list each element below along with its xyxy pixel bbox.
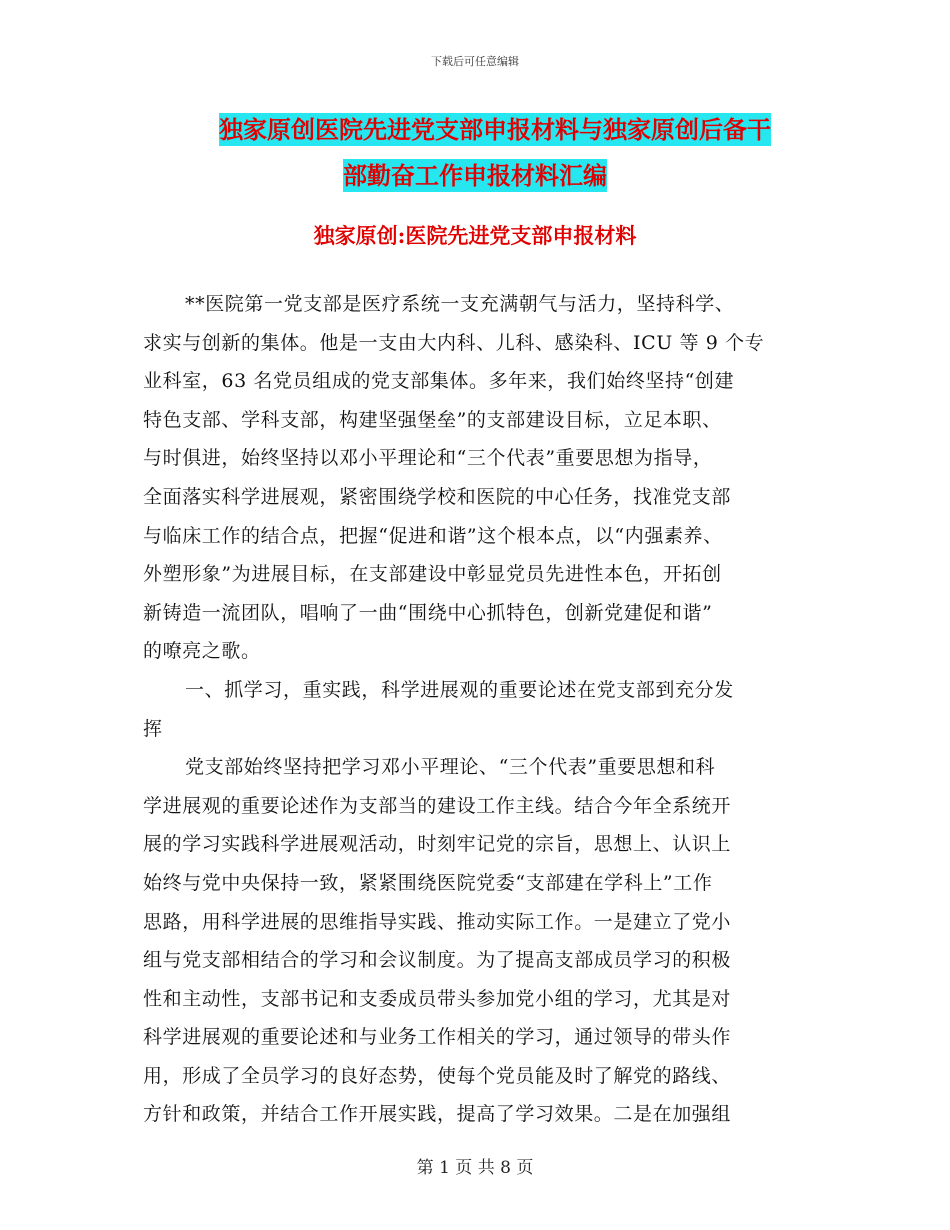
body-line: 始终与党中央保持一致，紧紧围绕医院党委“支部建在学科上”工作 bbox=[143, 871, 713, 894]
document-title-line-2: 部勤奋工作申报材料汇编 bbox=[343, 161, 607, 190]
document-body bbox=[143, 285, 811, 1134]
body-line: 思路，用科学进展的思维指导实践、推动实际工作。一是建立了党小 bbox=[143, 910, 732, 933]
body-line: 性和主动性，支部书记和支委成员带头参加党小组的学习，尤其是对 bbox=[143, 987, 732, 1010]
body-line: 组与党支部相结合的学习和会议制度。为了提高支部成员学习的积极 bbox=[143, 949, 732, 972]
body-line: **医院第一党支部是医疗系统一支充满朝气与活力，坚持科学、 bbox=[185, 293, 735, 315]
body-line: 与时俱进，始终坚持以邓小平理论和“三个代表”重要思想为指导， bbox=[143, 447, 713, 470]
body-line: 与临床工作的结合点，把握“促进和谐”这个根本点，以“内强素养、 bbox=[143, 524, 723, 547]
body-line: 学进展观的重要论述作为支部当的建设工作主线。结合今年全系统开 bbox=[143, 794, 732, 817]
section-title: 独家原创:医院先进党支部申报材料 bbox=[313, 223, 637, 248]
body-line: 全面落实科学进展观，紧密围绕学校和医院的中心任务，找准党支部 bbox=[143, 485, 732, 508]
body-line: 方针和政策，并结合工作开展实践，提高了学习效果。二是在加强组 bbox=[143, 1103, 732, 1126]
page-header-note: 下载后可任意编辑 bbox=[431, 55, 519, 68]
body-line: 特色支部、学科支部，构建坚强堡垒”的支部建设目标，立足本职、 bbox=[143, 408, 722, 431]
body-line: 外塑形象”为进展目标，在支部建设中彰显党员先进性本色，开拓创 bbox=[143, 563, 722, 586]
page-number: 第 1 页 共 8 页 bbox=[416, 1158, 534, 1178]
body-line: 求实与创新的集体。他是一支由大内科、儿科、感染科、ICU 等 9 个专 bbox=[143, 331, 765, 354]
body-line: 的嘹亮之歌。 bbox=[143, 640, 261, 663]
body-line: 用，形成了全员学习的良好态势，使每个党员能及时了解党的路线、 bbox=[143, 1064, 732, 1087]
section-heading-line: 一、抓学习，重实践，科学进展观的重要论述在党支部到充分发 bbox=[185, 678, 734, 701]
document-title bbox=[0, 108, 950, 198]
body-line: 业科室，63 名党员组成的党支部集体。多年来，我们始终坚持“创建 bbox=[143, 370, 735, 393]
section-heading-line: 挥 bbox=[143, 717, 163, 740]
document-title-line-1: 独家原创医院先进党支部申报材料与独家原创后备干 bbox=[219, 115, 771, 144]
body-line: 新铸造一流团队，唱响了一曲“围绕中心抓特色，创新党建促和谐” bbox=[143, 601, 713, 624]
body-line: 党支部始终坚持把学习邓小平理论、“三个代表”重要思想和科 bbox=[185, 756, 716, 779]
body-line: 科学进展观的重要论述和与业务工作相关的学习，通过领导的带头作 bbox=[143, 1026, 732, 1049]
body-line: 展的学习实践科学进展观活动，时刻牢记党的宗旨，思想上、认识上 bbox=[143, 833, 732, 856]
